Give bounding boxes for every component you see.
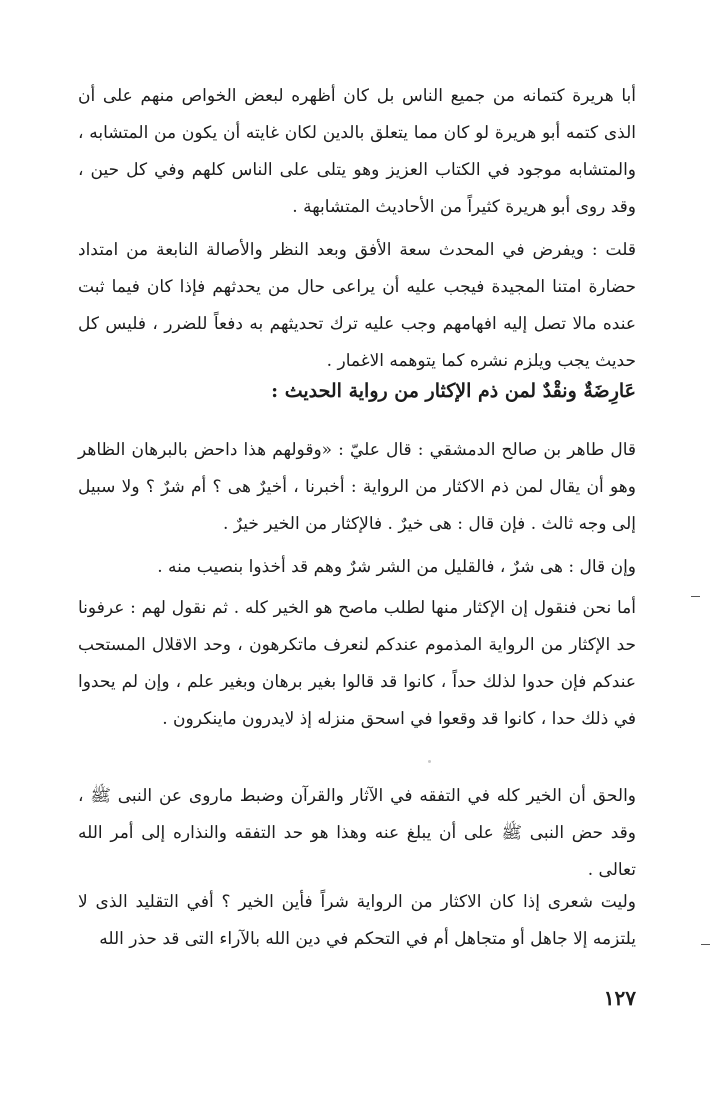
- margin-tick-mark: [701, 944, 710, 945]
- section-heading: عَارِضَةٌ ونقْدٌ لمن ذم الإكثار من رواية الحديث :: [271, 380, 636, 402]
- paragraph-4: وإن قال : هى شرٌ ، فالقليل من الشر شرٌ وهم قد أخذوا بنصيب منه .: [157, 557, 636, 577]
- margin-tick-mark: [691, 596, 700, 597]
- paragraph-2: قلت : ويفرض في المحدث سعة الأفق وبعد النظر والأصالة النابعة من امتداد حضارة امتنا المجيدة فيجب عليه أن يراعى حال من يحدثهم فإذا كان فيما ثبت عنده مالا تصل إليه افهامهم وجب عليه ترك تحديثهم به دفعاً للضرر ، فليس كل حديث يجب ويلزم نشره كما يتوهمه الاغمار .: [78, 240, 636, 371]
- scan-speck: [428, 760, 431, 763]
- paragraph-1: أبا هريرة كتمانه من جميع الناس بل كان أظهره لبعض الخواص منهم على أن الذى كتمه أبو هريرة لو كان مما يتعلق بالدين لكان غايته أن يكون من المتشابه ، والمتشابه موجود في الكتاب العزيز وهو يتلى على الناس كلهم وفي كل حين ، وقد روى أبو هريرة كثيراً من الأحاديث المتشابهة .: [78, 86, 636, 217]
- paragraph-5: أما نحن فنقول إن الإكثار منها لطلب ماصح هو الخير كله . ثم نقول لهم : عرفونا حد الإكثار من الرواية المذموم عندكم لنعرف ماتكرهون ، وحد الاقلال المستحب عندكم فإن حدوا لذلك حداً ، كانوا قد قالوا بغير برهان وبغير علم ، وإن لم يحدوا في ذلك حدا ، كانوا قد وقعوا في اسحق منزله إذ لايدرون ماينكرون .: [78, 598, 636, 729]
- paragraph-6: والحق أن الخير كله في التفقه في الآثار والقرآن وضبط ماروى عن النبى ﷺ ، وقد حض النبى ﷺ على أن يبلغ عنه وهذا هو حد التفقه والنذاره إلى أمر الله تعالى .: [78, 786, 636, 880]
- paragraph-7: وليت شعرى إذا كان الاكثار من الرواية شراً فأين الخير ؟ أفي التقليد الذى لا يلتزمه إلا جاهل أو متجاهل أم في التحكم في دين الله بالآراء التى قد حذر الله: [78, 892, 636, 949]
- page-number: ١٢٧: [603, 986, 636, 1010]
- paragraph-3: قال طاهر بن صالح الدمشقي : قال عليّ : «وقولهم هذا داحض بالبرهان الظاهر وهو أن يقال لمن ذم الاكثار من الرواية : أخبرنا ، أخيرٌ هى ؟ أم شرٌ ؟ ولا سبيل إلى وجه ثالث . فإن قال : هى خيرٌ . فالإكثار من الخير خيرٌ .: [78, 440, 636, 534]
